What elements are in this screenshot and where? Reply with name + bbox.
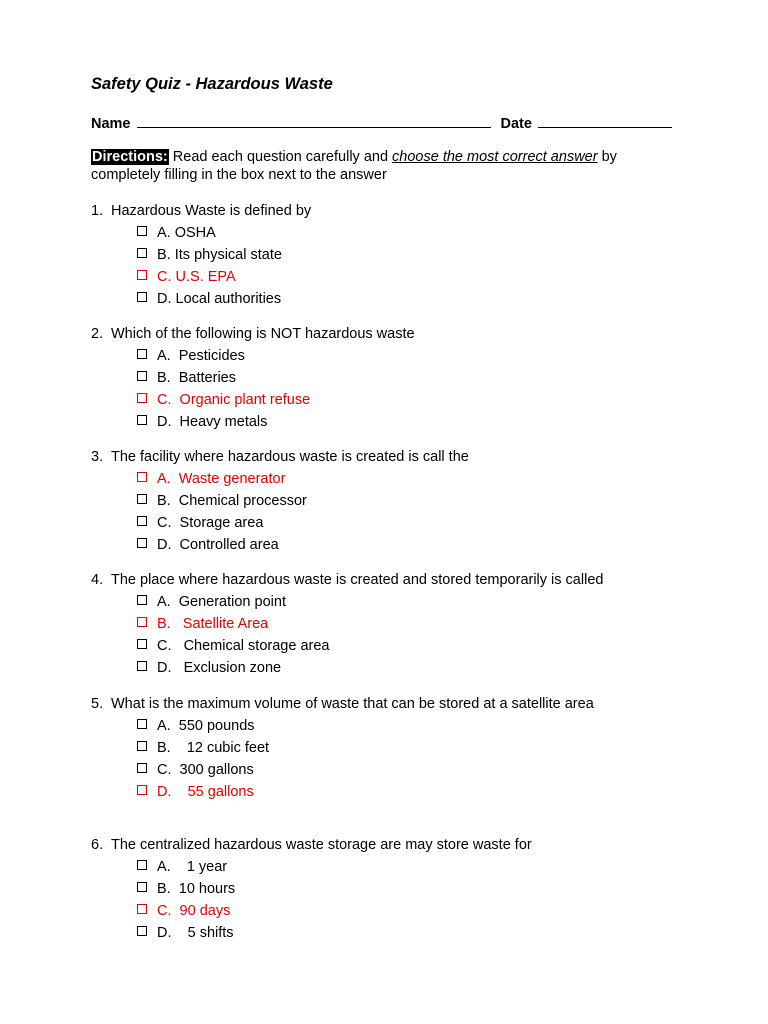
question-number: 2. xyxy=(91,326,104,342)
option-label: C. Organic plant refuse xyxy=(157,392,311,408)
checkbox[interactable] xyxy=(137,415,147,425)
checkbox[interactable] xyxy=(137,393,147,403)
checkbox[interactable] xyxy=(137,882,147,892)
answer-option[interactable] xyxy=(137,222,311,244)
checkbox[interactable] xyxy=(137,785,147,795)
option-label: D. Heavy metals xyxy=(157,414,268,430)
option-label: C. Chemical storage area xyxy=(157,638,330,654)
checkbox[interactable] xyxy=(137,904,147,914)
answer-option[interactable] xyxy=(137,244,311,266)
question-text xyxy=(91,446,469,468)
answer-option[interactable] xyxy=(137,657,603,679)
option-label: D. Exclusion zone xyxy=(157,660,282,676)
question-prompt: Which of the following is NOT hazardous waste xyxy=(111,326,415,342)
option-label: D. Local authorities xyxy=(157,291,282,307)
question-text xyxy=(91,200,311,222)
answer-option[interactable] xyxy=(137,715,594,737)
checkbox[interactable] xyxy=(137,860,147,870)
answer-option[interactable] xyxy=(137,345,415,367)
answer-option[interactable] xyxy=(137,922,532,944)
answer-option[interactable] xyxy=(137,613,603,635)
checkbox[interactable] xyxy=(137,763,147,773)
quiz-title: Safety Quiz - Hazardous Waste xyxy=(91,75,333,93)
answer-option[interactable] xyxy=(137,490,469,512)
checkbox[interactable] xyxy=(137,270,147,280)
option-label: A. Waste generator xyxy=(157,471,286,487)
answer-option[interactable] xyxy=(137,900,532,922)
checkbox[interactable] xyxy=(137,595,147,605)
question-1 xyxy=(91,200,311,310)
checkbox[interactable] xyxy=(137,248,147,258)
option-label: B. Chemical processor xyxy=(157,493,307,509)
checkbox[interactable] xyxy=(137,538,147,548)
name-label: Name xyxy=(91,116,131,132)
option-label: D. Controlled area xyxy=(157,537,279,553)
option-label: A. OSHA xyxy=(157,225,216,241)
checkbox[interactable] xyxy=(137,226,147,236)
answer-option[interactable] xyxy=(137,266,311,288)
checkbox[interactable] xyxy=(137,617,147,627)
question-prompt: What is the maximum volume of waste that can be stored at a satellite area xyxy=(111,696,594,712)
question-6 xyxy=(91,834,532,944)
answer-option[interactable] xyxy=(137,591,603,613)
question-number: 5. xyxy=(91,696,104,712)
answer-option[interactable] xyxy=(137,781,594,803)
directions-emphasis: choose the most correct answer xyxy=(392,149,598,165)
answer-option[interactable] xyxy=(137,856,532,878)
question-text xyxy=(91,693,594,715)
option-label: A. 1 year xyxy=(157,859,228,875)
question-number: 3. xyxy=(91,449,104,465)
answer-option[interactable] xyxy=(137,878,532,900)
answer-option[interactable] xyxy=(137,389,415,411)
question-5 xyxy=(91,693,594,803)
checkbox[interactable] xyxy=(137,926,147,936)
answer-option[interactable] xyxy=(137,468,469,490)
option-label: C. Storage area xyxy=(157,515,264,531)
directions-text-after: by completely filling in the box next to the answer xyxy=(91,149,617,183)
directions xyxy=(91,148,651,184)
option-label: B. 10 hours xyxy=(157,881,236,897)
option-label: B. Satellite Area xyxy=(157,616,269,632)
checkbox[interactable] xyxy=(137,516,147,526)
directions-text-before: Read each question carefully and xyxy=(168,149,393,165)
date-field[interactable] xyxy=(538,113,672,128)
question-prompt: The place where hazardous waste is created and stored temporarily is called xyxy=(111,572,604,588)
question-text xyxy=(91,834,532,856)
question-3 xyxy=(91,446,469,556)
answer-option[interactable] xyxy=(137,737,594,759)
question-prompt: The facility where hazardous waste is created is call the xyxy=(111,449,469,465)
option-label: A. Pesticides xyxy=(157,348,245,364)
question-prompt: Hazardous Waste is defined by xyxy=(111,203,312,219)
checkbox[interactable] xyxy=(137,741,147,751)
option-label: B. Its physical state xyxy=(157,247,282,263)
checkbox[interactable] xyxy=(137,371,147,381)
checkbox[interactable] xyxy=(137,661,147,671)
question-number: 1. xyxy=(91,203,104,219)
question-prompt: The centralized hazardous waste storage are may store waste for xyxy=(111,837,532,853)
question-number: 6. xyxy=(91,837,104,853)
answer-option[interactable] xyxy=(137,367,415,389)
option-label: B. Batteries xyxy=(157,370,236,386)
checkbox[interactable] xyxy=(137,719,147,729)
option-label: C. 90 days xyxy=(157,903,231,919)
question-text xyxy=(91,323,415,345)
question-2 xyxy=(91,323,415,433)
answer-option[interactable] xyxy=(137,635,603,657)
answer-option[interactable] xyxy=(137,512,469,534)
answer-option[interactable] xyxy=(137,759,594,781)
answer-option[interactable] xyxy=(137,411,415,433)
checkbox[interactable] xyxy=(137,494,147,504)
answer-option[interactable] xyxy=(137,288,311,310)
question-4 xyxy=(91,569,603,679)
answer-option[interactable] xyxy=(137,534,469,556)
option-label: B. 12 cubic feet xyxy=(157,740,270,756)
question-number: 4. xyxy=(91,572,104,588)
checkbox[interactable] xyxy=(137,349,147,359)
checkbox[interactable] xyxy=(137,292,147,302)
name-field[interactable] xyxy=(137,113,491,128)
option-label: C. U.S. EPA xyxy=(157,269,236,285)
name-date-row xyxy=(91,113,672,132)
option-label: D. 5 shifts xyxy=(157,925,234,941)
checkbox[interactable] xyxy=(137,639,147,649)
date-label: Date xyxy=(500,116,532,132)
directions-label: Directions: xyxy=(92,149,168,165)
option-label: C. 300 gallons xyxy=(157,762,254,778)
option-label: D. 55 gallons xyxy=(157,784,254,800)
option-label: A. Generation point xyxy=(157,594,286,610)
question-text xyxy=(91,569,603,591)
option-label: A. 550 pounds xyxy=(157,718,255,734)
checkbox[interactable] xyxy=(137,472,147,482)
